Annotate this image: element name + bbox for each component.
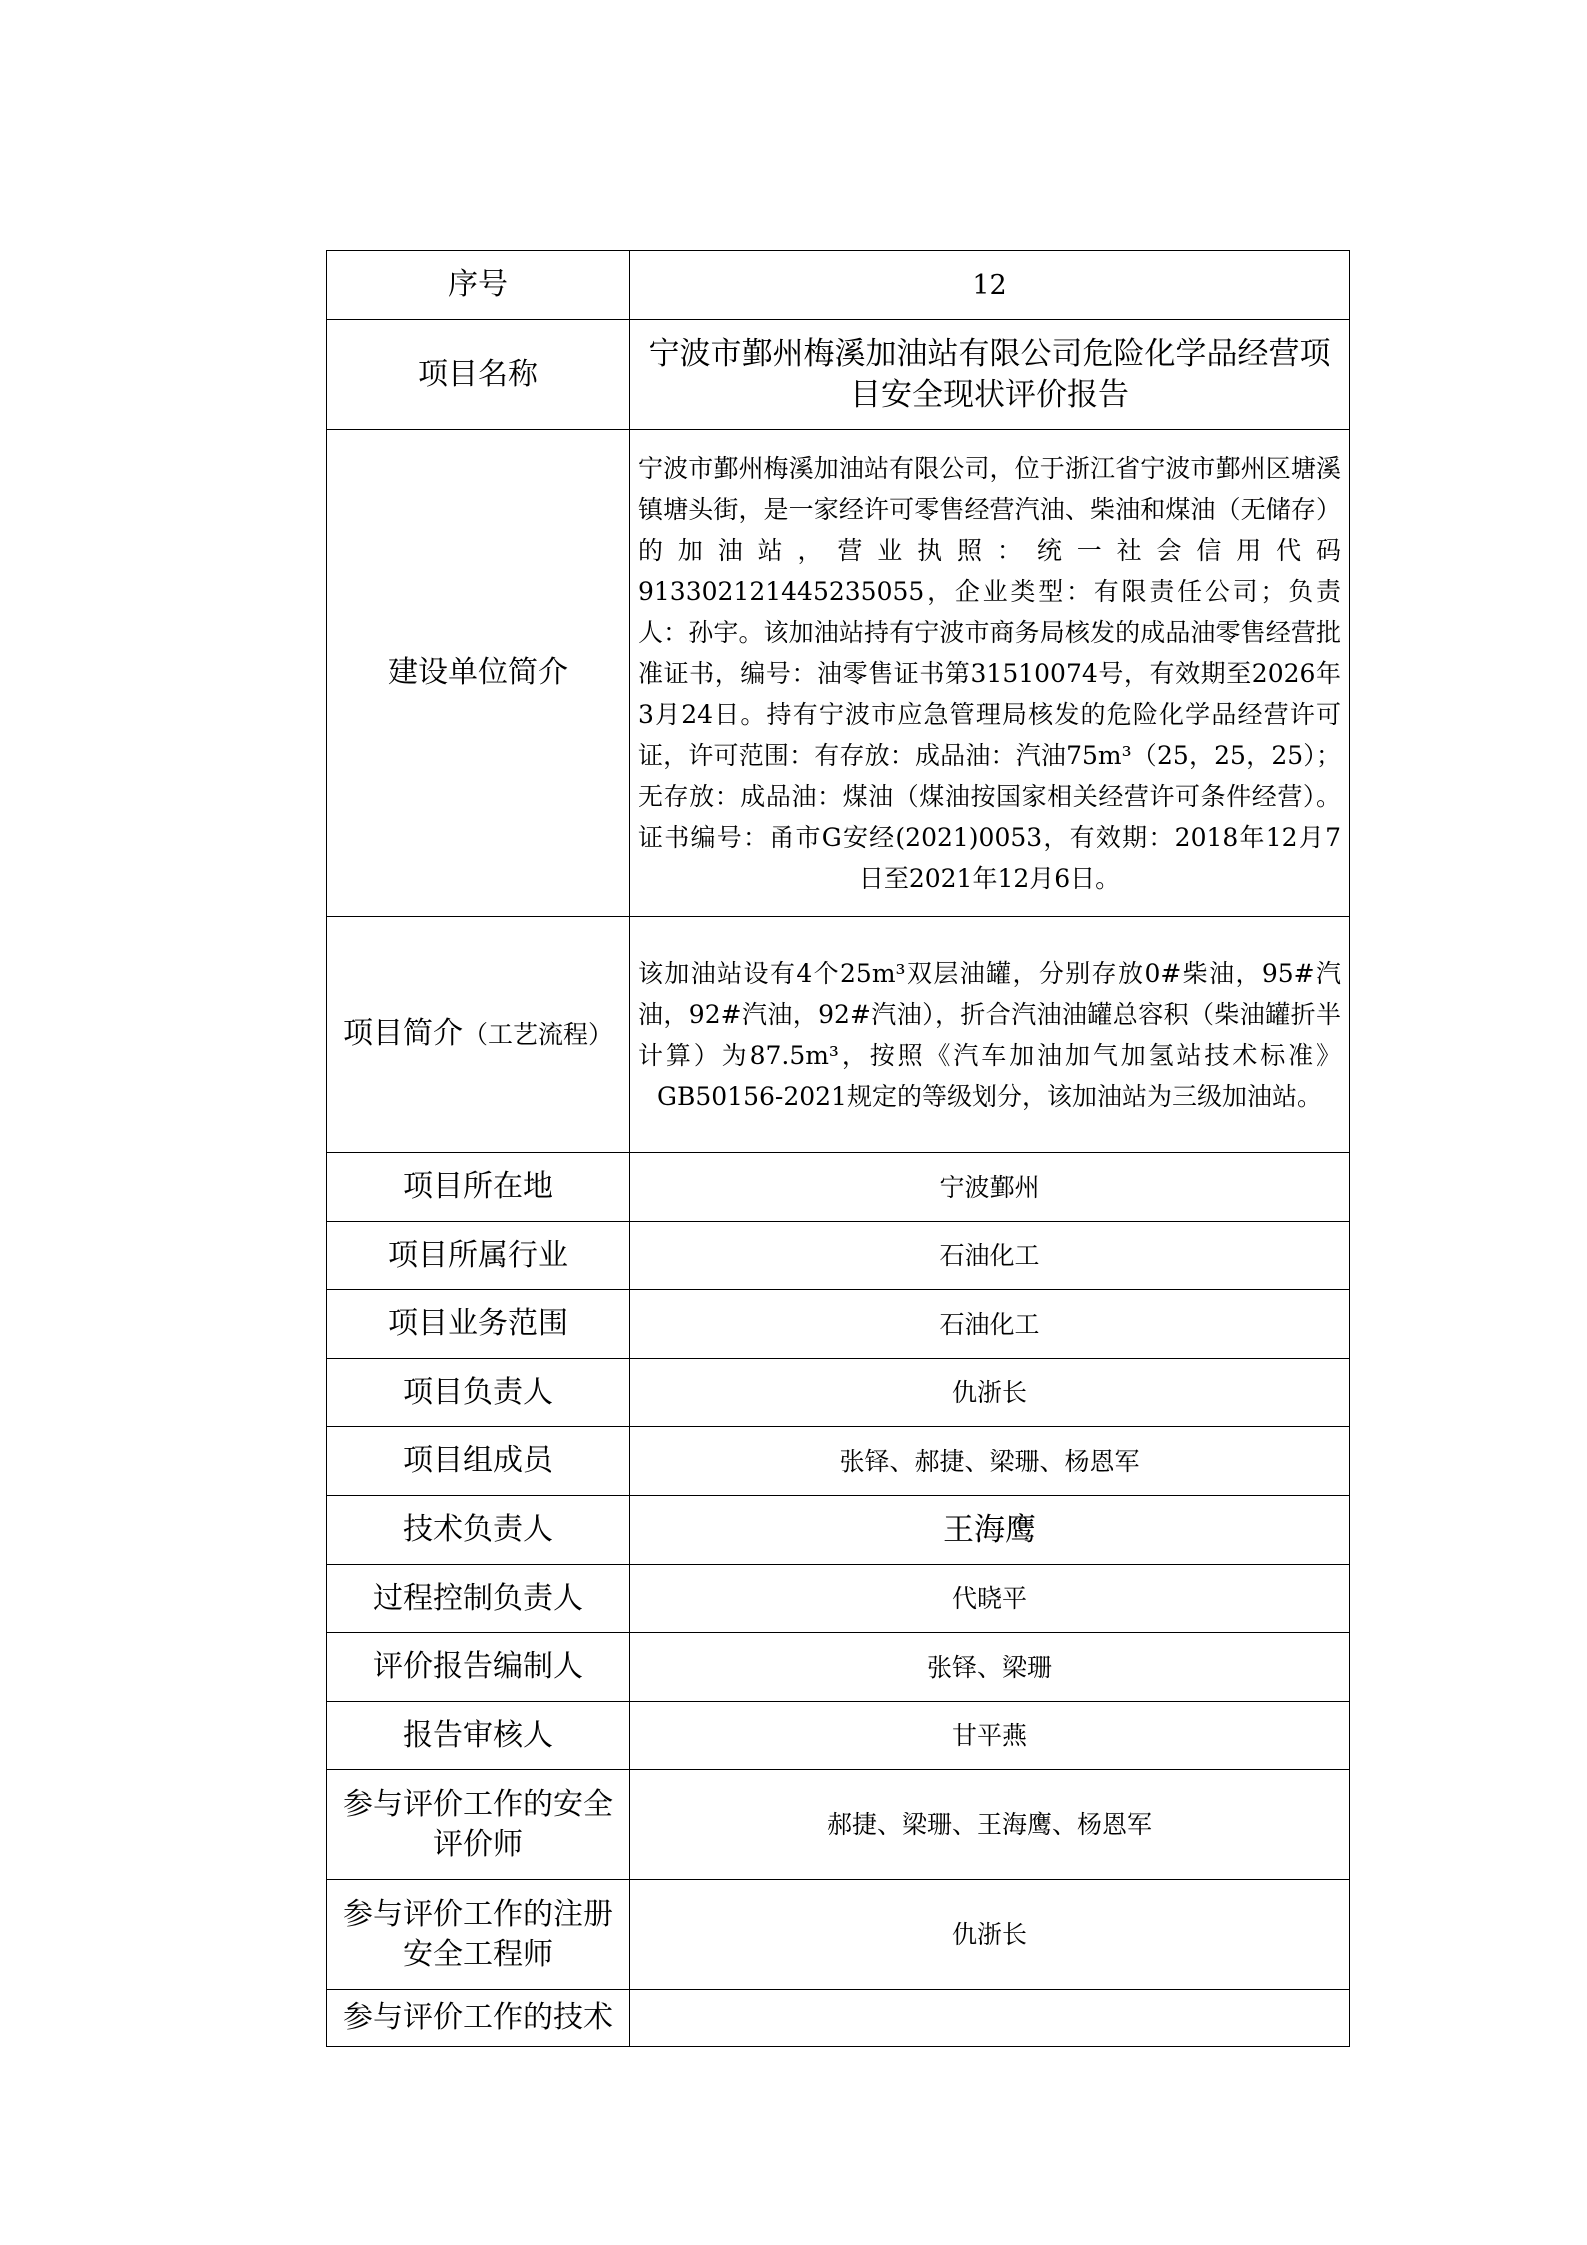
table-row: [327, 1290, 1350, 1359]
row-label: 参与评价工作的安全评价师: [327, 1770, 630, 1880]
row-value: 宁波市鄞州梅溪加油站有限公司，位于浙江省宁波市鄞州区塘溪镇塘头街，是一家经许可零售经营汽油、柴油和煤油（无储存）的加油站，营业执照：统一社会信用代码913302121445235055，企业类型：有限责任公司；负责人：孙宇。该加油站持有宁波市商务局核发的成品油零售经营批准证书，编号：油零售证书第31510074号，有效期至2026年3月24日。持有宁波市应急管理局核发的危险化学品经营许可证，许可范围：有存放：成品油：汽油75m³（25，25，25）；无存放：成品油：煤油（煤油按国家相关经营许可条件经营）。证书编号：甬市G安经(2021)0053，有效期：2018年12月7日至2021年12月6日。: [630, 430, 1350, 917]
row-value: 宁波市鄞州梅溪加油站有限公司危险化学品经营项目安全现状评价报告: [630, 320, 1350, 430]
row-label: 项目业务范围: [327, 1290, 630, 1359]
row-label-main: 项目简介: [342, 1016, 463, 1051]
row-label: 过程控制负责人: [327, 1565, 630, 1633]
row-value: 石油化工: [630, 1222, 1350, 1290]
row-value: 仇浙长: [630, 1359, 1350, 1427]
row-value: 仇浙长: [630, 1880, 1350, 1990]
table-row: [327, 320, 1350, 430]
table-row: [327, 1565, 1350, 1633]
table-row: [327, 1702, 1350, 1770]
row-label: 技术负责人: [327, 1496, 630, 1565]
row-value: 甘平燕: [630, 1702, 1350, 1770]
row-value: [630, 1990, 1350, 2047]
row-label: 序号: [327, 251, 630, 320]
row-label: 报告审核人: [327, 1702, 630, 1770]
row-label: 项目所属行业: [327, 1222, 630, 1290]
row-label: 参与评价工作的注册安全工程师: [327, 1880, 630, 1990]
table-row: [327, 251, 1350, 320]
table-row: [327, 1770, 1350, 1880]
project-info-table: [326, 250, 1350, 2047]
table-row: [327, 1427, 1350, 1496]
row-value: 张铎、梁珊: [630, 1633, 1350, 1702]
row-label: 建设单位简介: [327, 430, 630, 917]
row-value: 王海鹰: [630, 1496, 1350, 1565]
row-label: 项目名称: [327, 320, 630, 430]
table-row: [327, 1359, 1350, 1427]
table-row: [327, 1496, 1350, 1565]
table-row: [327, 1153, 1350, 1222]
row-label-sub: （工艺流程）: [462, 1020, 613, 1049]
table-row: [327, 430, 1350, 917]
table-row: [327, 1633, 1350, 1702]
row-value: 代晓平: [630, 1565, 1350, 1633]
row-value: 该加油站设有4个25m³双层油罐，分别存放0#柴油，95#汽油，92#汽油，92#汽油），折合汽油油罐总容积（柴油罐折半计算）为87.5m³，按照《汽车加油加气加氢站技术标准》GB50156-2021规定的等级划分，该加油站为三级加油站。: [630, 917, 1350, 1153]
row-label: 项目负责人: [327, 1359, 630, 1427]
row-label: 评价报告编制人: [327, 1633, 630, 1702]
row-value: 宁波鄞州: [630, 1153, 1350, 1222]
row-label: [327, 917, 630, 1153]
row-value: 石油化工: [630, 1290, 1350, 1359]
table-row: [327, 1990, 1350, 2047]
row-label: 项目组成员: [327, 1427, 630, 1496]
table-row: [327, 1222, 1350, 1290]
table-row: [327, 917, 1350, 1153]
row-label: 参与评价工作的技术: [327, 1990, 630, 2047]
row-value: 张铎、郝捷、梁珊、杨恩军: [630, 1427, 1350, 1496]
row-value: 12: [630, 251, 1350, 320]
table-row: [327, 1880, 1350, 1990]
row-value: 郝捷、梁珊、王海鹰、杨恩军: [630, 1770, 1350, 1880]
row-label: 项目所在地: [327, 1153, 630, 1222]
